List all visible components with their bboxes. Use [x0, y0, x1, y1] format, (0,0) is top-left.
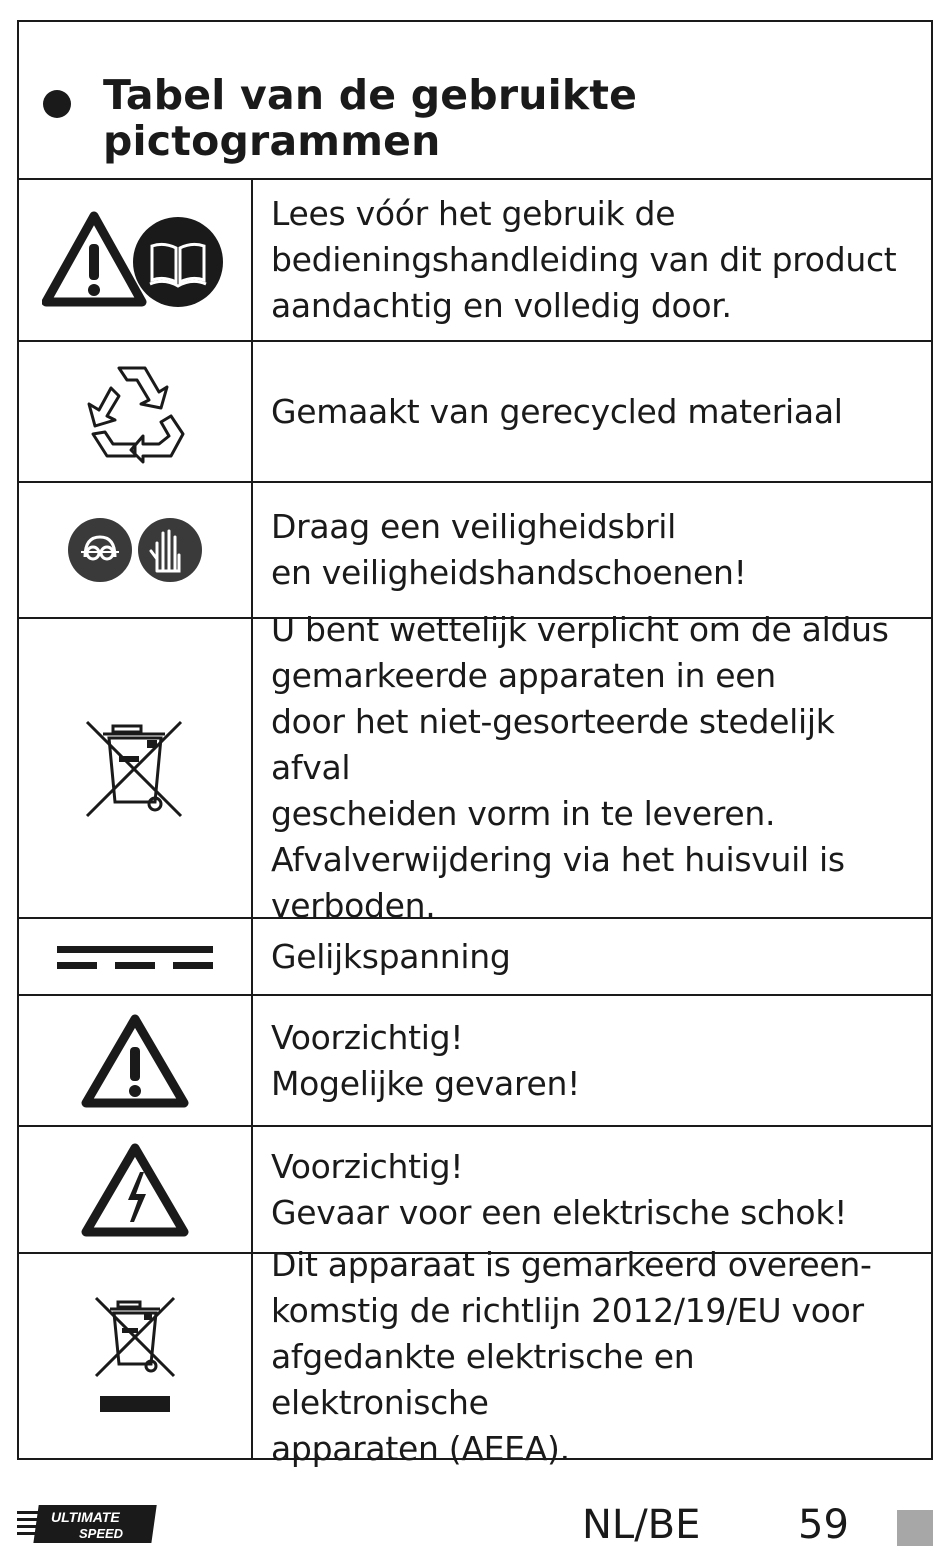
brand-logo — [17, 1503, 158, 1545]
table-row — [19, 1127, 931, 1254]
recycle-icon — [79, 360, 191, 464]
table-row — [19, 610, 931, 925]
direct-current-icon — [55, 942, 215, 972]
table-row — [19, 483, 931, 619]
row-text: Dit apparaat is gemarkeerd overeen- komstig de richtlijn 2012/19/EU voor afgedankte elektrische en elektronische apparaten (AEEA). — [271, 1245, 872, 1468]
svg-text:ULTIMATE: ULTIMATE — [51, 1509, 120, 1525]
svg-text:SPEED: SPEED — [79, 1526, 124, 1541]
pictogram-table — [17, 20, 933, 1468]
page-footer — [0, 1495, 950, 1554]
weee-bin-bar-icon — [92, 1294, 178, 1420]
table-row — [19, 342, 931, 483]
row-text: Voorzichtig! Gevaar voor een elektrische schok! — [271, 1146, 848, 1232]
table-row — [19, 180, 931, 342]
table-row — [19, 919, 931, 996]
electric-shock-icon — [80, 1142, 190, 1238]
caution-triangle-icon — [80, 1013, 190, 1109]
region-code: NL/BE — [582, 1502, 701, 1548]
page-title: Tabel van de gebruikte pictogrammen — [103, 71, 638, 165]
crossed-bin-icon — [81, 716, 189, 820]
safety-goggles-gloves-icon — [67, 515, 203, 585]
row-text: Lees vóór het gebruik de bedieningshandleiding van dit product aandachtig en volledig door. — [271, 194, 897, 325]
table-heading — [19, 22, 931, 180]
row-text: Draag een veiligheidsbril en veiligheidshandschoenen! — [271, 507, 747, 592]
table-row — [19, 996, 931, 1127]
bullet-icon — [43, 90, 71, 118]
row-text: Gemaakt van gerecycled materiaal — [271, 391, 843, 431]
page-number: 59 — [798, 1502, 849, 1548]
row-text: Voorzichtig! Mogelijke gevaren! — [271, 1017, 581, 1103]
row-text: Gelijkspanning — [271, 936, 511, 976]
warning-and-manual-icon — [42, 210, 228, 310]
page-marker — [897, 1510, 933, 1546]
table-row — [19, 1245, 931, 1468]
row-text: U bent wettelijk verplicht om de aldus gemarkeerde apparaten in een door het niet-gesorteerde stedelijk afval gescheiden vorm in te leveren. Afvalverwijdering via het huisvuil is verboden. — [271, 610, 889, 925]
